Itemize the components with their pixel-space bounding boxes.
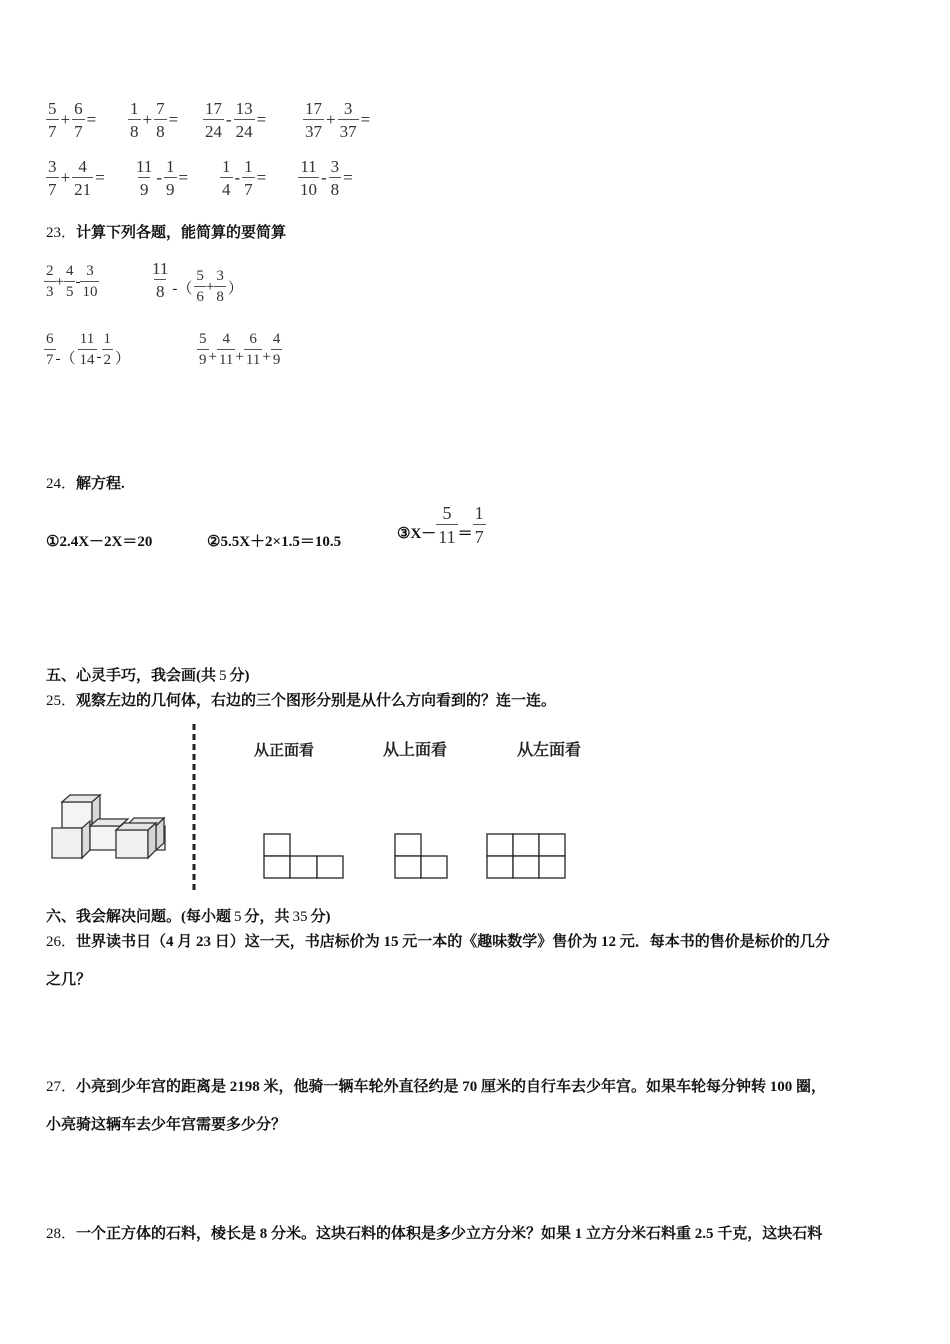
denominator: 7 — [46, 177, 59, 198]
equals: = — [86, 110, 97, 129]
numerator: 4 — [222, 331, 230, 347]
section-total: 35 — [292, 909, 308, 925]
equation-prefix: ③X－ — [397, 525, 437, 542]
numerator: 4 — [272, 331, 281, 347]
oral-expr — [203, 100, 303, 140]
question-number: 24． — [46, 476, 77, 492]
question-number: 25． — [46, 693, 77, 709]
numerator: 11 — [300, 157, 317, 176]
view-label-front: 从正面看 — [254, 741, 315, 759]
numerator: 3 — [330, 157, 340, 176]
equation-1: ①2.4X－2X＝20 — [46, 534, 153, 550]
oral-row-1 — [46, 100, 372, 140]
denominator: 8 — [154, 279, 167, 300]
numerator: 4 — [78, 157, 87, 176]
section-score: 5 — [234, 909, 242, 925]
section-title: 五、心灵手巧，我会画(共 — [46, 668, 216, 684]
numerator: 6 — [46, 331, 54, 347]
denominator: 21 — [72, 177, 93, 198]
section-score: 5 — [219, 668, 227, 684]
denominator: 5 — [64, 281, 76, 300]
question-24-heading — [46, 472, 125, 493]
question-28-line-1 — [46, 1222, 916, 1243]
close-paren: ） — [115, 350, 131, 367]
question-text: 世界读书日（4 月 23 日）这一天，书店标价为 15 元一本的《趣味数学》售价为 12 元．每本书的售价是标价的几分 — [76, 934, 830, 950]
denominator: 6 — [194, 286, 206, 305]
view-shape-1 — [264, 834, 343, 878]
operator: - — [75, 273, 81, 290]
denominator: 4 — [220, 177, 233, 198]
equals: = — [95, 168, 105, 187]
operator: + — [60, 168, 71, 187]
operator: + — [60, 110, 71, 129]
question-number: 28． — [46, 1226, 77, 1242]
numerator: 1 — [166, 157, 175, 176]
view-label-top: 从上面看 — [383, 740, 448, 759]
question-27-line-1 — [46, 1075, 916, 1096]
section-5-title — [46, 664, 250, 685]
numerator: 3 — [216, 268, 224, 284]
numerator: 1 — [474, 503, 484, 523]
denominator: 9 — [164, 177, 177, 198]
view-shape-3 — [487, 834, 565, 878]
close-paren: ） — [227, 280, 243, 297]
numerator: 5 — [48, 99, 57, 118]
question-26-line-1 — [46, 930, 916, 951]
denominator: 11 — [217, 349, 235, 368]
numerator: 3 — [86, 263, 94, 279]
numerator: 11 — [79, 331, 95, 347]
denominator: 7 — [242, 177, 255, 198]
geometric-solid — [52, 795, 165, 858]
denominator: 9 — [271, 349, 283, 368]
question-25-heading — [46, 689, 556, 710]
operator: + — [55, 273, 64, 290]
equals: = — [360, 110, 371, 129]
equals: = — [256, 110, 267, 129]
operator: - — [234, 168, 241, 187]
denominator: 3 — [44, 281, 56, 300]
numerator: 5 — [196, 268, 204, 284]
numerator: 1 — [103, 331, 111, 347]
operator: - — [226, 110, 232, 129]
operator: + — [205, 278, 215, 295]
numerator: 11 — [136, 157, 153, 176]
operator: -（ — [172, 280, 193, 297]
question-text: 观察左边的几何体，右边的三个图形分别是从什么方向看到的？连一连。 — [76, 693, 557, 709]
oral-expr — [298, 158, 355, 198]
oral-expr — [46, 100, 128, 140]
question-27-line-2: 小亮骑这辆车去少年宫需要多少分？ — [46, 1117, 287, 1133]
numerator: 6 — [74, 99, 83, 118]
equals: = — [256, 168, 267, 187]
question-23-heading — [46, 221, 286, 242]
q25-figure — [40, 720, 600, 895]
oral-expr — [303, 100, 372, 140]
numerator: 6 — [249, 331, 257, 347]
view-label-left: 从左面看 — [517, 740, 582, 759]
numerator: 1 — [130, 99, 139, 118]
section-title: 六、我会解决问题。(每小题 — [46, 909, 231, 925]
q23-expr-1 — [44, 264, 99, 300]
numerator: 4 — [65, 263, 74, 279]
question-text: 解方程. — [76, 476, 125, 492]
denominator: 11 — [244, 349, 262, 368]
denominator: 10 — [298, 177, 319, 198]
numerator: 17 — [205, 99, 222, 118]
denominator: 8 — [329, 177, 342, 198]
section-title-mid: 分，共 — [244, 909, 290, 925]
equals: ＝ — [457, 525, 473, 542]
question-number: 27． — [46, 1079, 77, 1095]
denominator: 11 — [436, 524, 457, 546]
numerator: 17 — [305, 99, 322, 118]
denominator: 8 — [154, 119, 167, 140]
denominator: 8 — [128, 119, 141, 140]
operator: + — [262, 348, 271, 365]
operator: - — [96, 348, 102, 365]
numerator: 2 — [46, 263, 54, 279]
operator: - — [321, 168, 327, 187]
operator: + — [142, 110, 153, 129]
oral-expr — [46, 158, 134, 198]
section-title-end: 分) — [229, 668, 250, 684]
section-6-title — [46, 905, 331, 926]
denominator: 24 — [234, 119, 255, 140]
question-text: 计算下列各题，能简算的要简算 — [76, 225, 287, 241]
view-shape-2 — [395, 834, 447, 878]
operator: - — [156, 168, 163, 187]
numerator: 7 — [156, 99, 165, 118]
numerator: 3 — [343, 99, 353, 118]
numerator: 11 — [152, 259, 169, 278]
denominator: 10 — [80, 281, 99, 300]
section-title-end: 分) — [310, 909, 331, 925]
equals: = — [178, 168, 189, 187]
q23-expr-3 — [44, 332, 132, 368]
question-number: 23． — [46, 225, 77, 241]
equation-3 — [397, 504, 486, 546]
numerator: 5 — [199, 331, 207, 347]
denominator: 7 — [473, 524, 486, 546]
operator: -（ — [55, 350, 76, 367]
operator: + — [326, 110, 336, 129]
denominator: 2 — [102, 349, 114, 368]
question-26-line-2: 之几？ — [46, 972, 92, 988]
denominator: 24 — [203, 119, 224, 140]
denominator: 7 — [46, 119, 59, 140]
operator: + — [235, 348, 244, 365]
denominator: 37 — [338, 119, 359, 140]
q23-expr-4 — [197, 332, 282, 368]
numerator: 13 — [235, 99, 253, 118]
numerator: 3 — [48, 157, 57, 176]
question-number: 26． — [46, 934, 77, 950]
denominator: 14 — [78, 349, 97, 368]
operator: + — [208, 348, 217, 365]
question-text: 小亮到少年宫的距离是 2198 米，他骑一辆车轮外直径约是 70 厘米的自行车去少年宫。如果车轮每分钟转 100 圈， — [76, 1079, 827, 1095]
denominator: 9 — [197, 349, 209, 368]
oral-expr — [220, 158, 298, 198]
denominator: 7 — [72, 119, 85, 140]
denominator: 8 — [214, 286, 226, 305]
numerator: 5 — [442, 503, 452, 523]
oral-expr — [134, 158, 220, 198]
equals: = — [343, 168, 353, 187]
equation-2: ②5.5X＋2×1.5＝10.5 — [207, 534, 342, 550]
equals: = — [168, 110, 179, 129]
question-text: 一个正方体的石料，棱长是 8 分米。这块石料的体积是多少立方分米？如果 1 立方分米石料重 2.5 千克，这块石料 — [76, 1226, 823, 1242]
oral-row-2 — [46, 158, 355, 198]
numerator: 1 — [222, 157, 231, 176]
denominator: 7 — [44, 349, 56, 368]
denominator: 9 — [138, 177, 151, 198]
oral-expr — [128, 100, 203, 140]
denominator: 37 — [303, 119, 324, 140]
q23-expr-2 — [150, 255, 245, 305]
numerator: 1 — [244, 157, 253, 176]
